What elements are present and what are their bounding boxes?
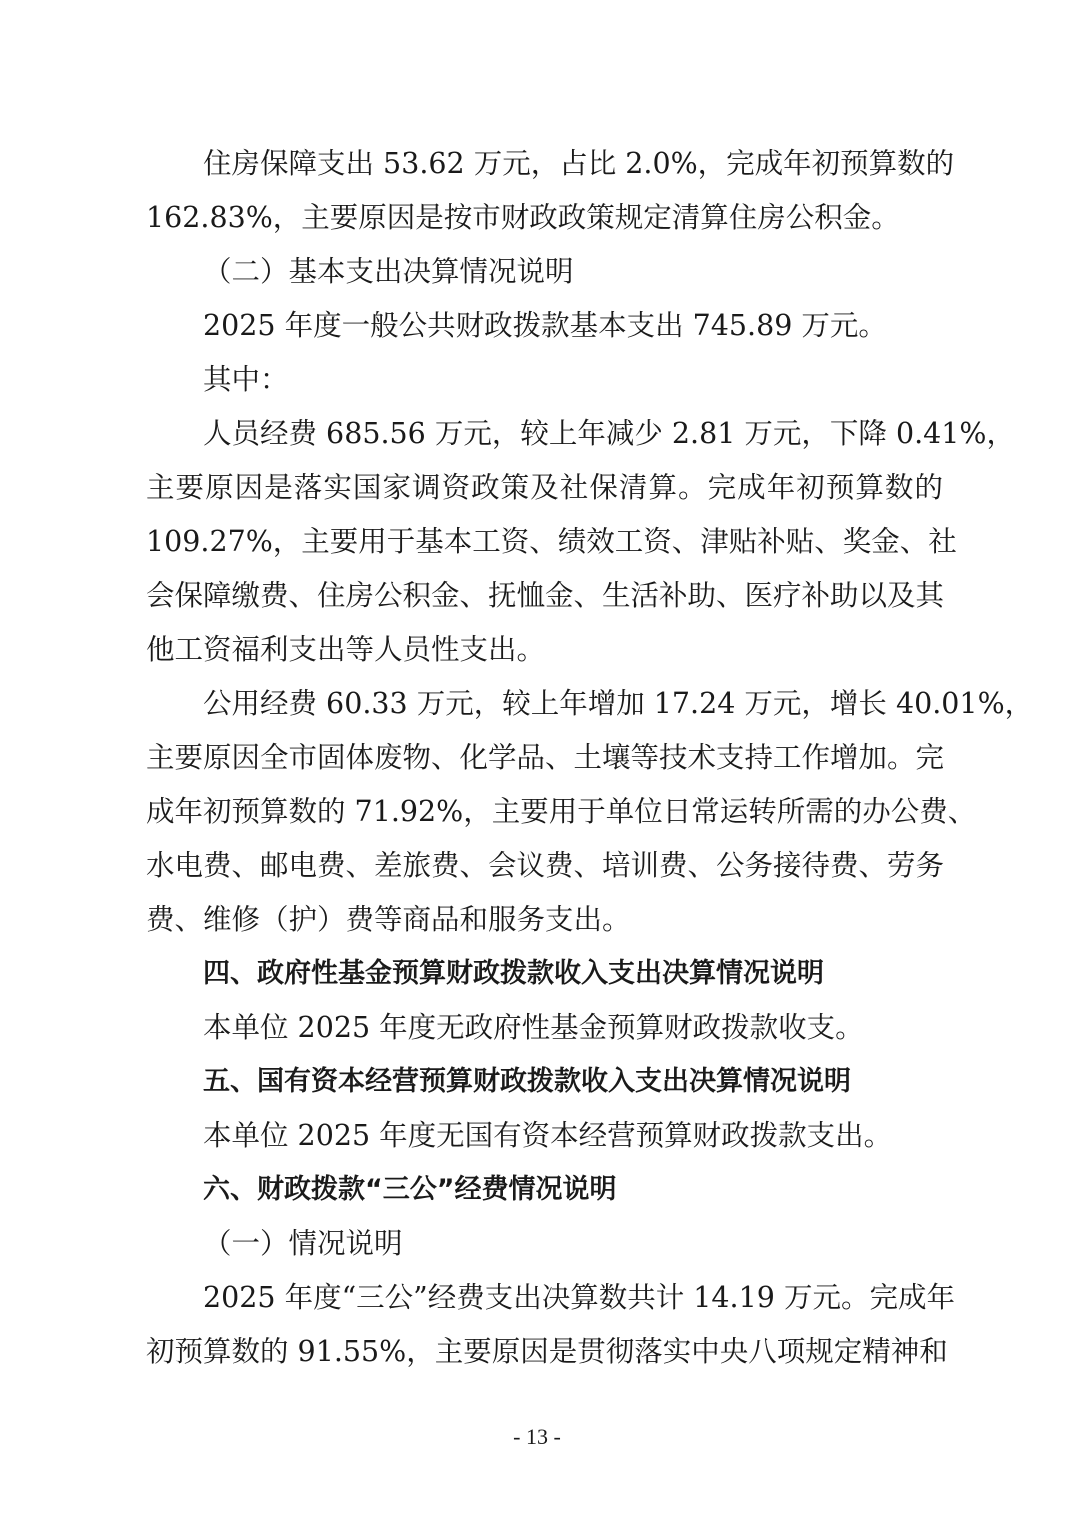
body-line: 初预算数的 91.55%，主要原因是贯彻落实中央八项规定精神和 (146, 1335, 948, 1368)
subsection-heading: （一）情况说明 (203, 1227, 403, 1260)
body-line: 他工资福利支出等人员性支出。 (146, 633, 546, 666)
section-heading: 四、政府性基金预算财政拨款收入支出决算情况说明 (203, 958, 824, 989)
body-line: 人员经费 685.56 万元，较上年减少 2.81 万元，下降 0.41%， (203, 417, 1016, 450)
body-line: 109.27%，主要用于基本工资、绩效工资、津贴补贴、奖金、社 (146, 525, 957, 558)
body-line: 162.83%，主要原因是按市财政政策规定清算住房公积金。 (146, 201, 900, 234)
body-line: 主要原因是落实国家调资政策及社保清算。完成年初预算数的 (146, 471, 943, 504)
body-line: 2025 年度“三公”经费支出决算数共计 14.19 万元。完成年 (203, 1281, 955, 1314)
body-line: 主要原因全市固体废物、化学品、土壤等技术支持工作增加。完 (146, 741, 945, 774)
body-line: 本单位 2025 年度无国有资本经营预算财政拨款支出。 (203, 1119, 893, 1152)
body-line: 水电费、邮电费、差旅费、会议费、培训费、公务接待费、劳务 (146, 849, 945, 882)
subsection-heading: （二）基本支出决算情况说明 (203, 255, 574, 288)
body-line: 2025 年度一般公共财政拨款基本支出 745.89 万元。 (203, 309, 887, 342)
body-line: 住房保障支出 53.62 万元，占比 2.0%，完成年初预算数的 (203, 147, 955, 180)
body-line: 本单位 2025 年度无政府性基金预算财政拨款收支。 (203, 1011, 864, 1044)
body-line: 费、维修（护）费等商品和服务支出。 (146, 903, 631, 936)
body-line: 公用经费 60.33 万元，较上年增加 17.24 万元，增长 40.01%， (203, 687, 1034, 720)
section-heading: 五、国有资本经营预算财政拨款收入支出决算情况说明 (203, 1066, 851, 1097)
section-heading: 六、财政拨款“三公”经费情况说明 (203, 1174, 617, 1205)
page-number: - 13 - (513, 1424, 561, 1449)
body-line: 会保障缴费、住房公积金、抚恤金、生活补助、医疗补助以及其 (146, 579, 945, 612)
body-line: 其中： (203, 363, 289, 396)
body-line: 成年初预算数的 71.92%，主要用于单位日常运转所需的办公费、 (146, 795, 977, 828)
